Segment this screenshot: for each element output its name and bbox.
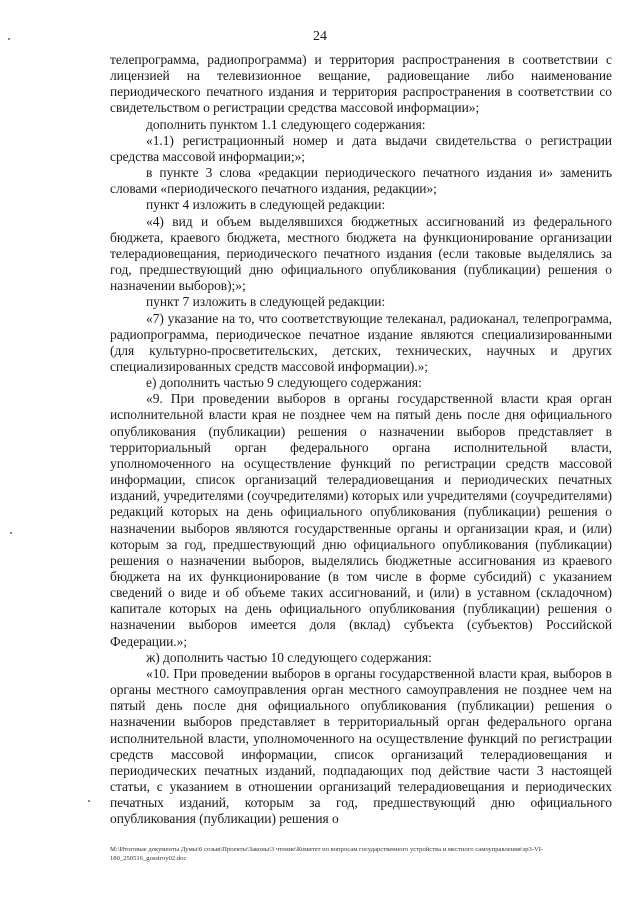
paragraph-6: «4) вид и объем выделявшихся бюджетных ассигнований из федерального бюджета, краевого бюджета, местного бюджета на функционирование организации телерадиовещания, периодического печатного издания (если таковые выделялись за год, предшествующий дню официального опубликования (публикации) решения о назначении выборов);»; [110, 213, 612, 294]
paragraph-8: «7) указание на то, что соответствующие телеканал, радиоканал, телепрограмма, радиопрограмма, периодическое печатное издание являются специализированными (для культурно-просветительских, детских, технических, научных и других специализированных средств массовой информации).»; [110, 310, 612, 374]
paragraph-5: пункт 4 изложить в следующей редакции: [146, 197, 386, 213]
paragraph-2: дополнить пунктом 1.1 следующего содержания: [146, 116, 426, 132]
paragraph-7: пункт 7 изложить в следующей редакции: [146, 294, 386, 310]
margin-mark-middle [10, 532, 12, 534]
file-path-line-1: M:\Итоговые документы Думы\6 созыв\Проекты\Законы\3 чтение\Комитет по вопросам государственного устройства и местного самоуправления\зр3-VI- [110, 846, 544, 853]
paragraph-11: ж) дополнить частью 10 следующего содержания: [146, 649, 432, 665]
file-path-line-2: 180_250516_gosstroy02.doc [110, 855, 187, 862]
paragraph-10: «9. При проведении выборов в органы государственной власти края орган исполнительной власти края не позднее чем на пятый день после дня официального опубликования (публикации) решения о назначении выборов представляет в территориальный орган федерального органа исполнительной власти, уполномоченного на осуществление функций по регистрации средств массовой информации, список организаций телерадиовещания и периодических печатных изданий, учредителями (соучредителями) которых или учредителями (соучредителями) редакций которых на день официального опубликования (публикации) решения о назначении выборов являются государственные органы и организации края, и (или) которым за год, предшествующий дню официального опубликования (публикации) решения о назначении выборов, выделялись бюджетные ассигнования из краевого бюджета на их функционирование (в том числе в форме субсидий) с указанием сведений о виде и об объеме таких ассигнований, и (или) в уставном (складочном) капитале которых на день официального опубликования (публикации) решения о назначении выборов имеется доля (вклад) субъекта (субъектов) Российской Федерации.»; [110, 391, 612, 649]
file-path-footer [110, 845, 615, 863]
paragraph-9: е) дополнить частью 9 следующего содержания: [146, 375, 422, 391]
paragraph-12: «10. При проведении выборов в органы государственной власти края, выборов в органы местного самоуправления орган местного самоуправления не позднее чем на пятый день после дня официального опубликования (публикации) решения о назначении выборов представляет в территориальный орган федерального органа исполнительной власти, уполномоченного на осуществление функций по регистрации средств массовой информации, список организаций телерадиовещания и периодических печатных изданий, подпадающих под действие части 3 настоящей статьи, с указанием в отношении организаций телерадиовещания и периодических печатных изданий, которым за год, предшествующий дню официального опубликования (публикации) решения о [110, 665, 612, 827]
margin-mark-bottom [88, 800, 90, 802]
document-body [110, 52, 612, 828]
paragraph-3: «1.1) регистрационный номер и дата выдачи свидетельства о регистрации средства массовой информации;»; [110, 132, 612, 164]
page-number: 24 [313, 29, 327, 44]
paragraph-4: в пункте 3 слова «редакции периодического печатного издания и» заменить словами «периодического печатного издания, редакции»; [110, 165, 612, 197]
paragraph-1: телепрограмма, радиопрограмма) и территория распространения в соответствии с лицензией на телевизионное вещание, радиовещание либо наименование периодического печатного издания и территория распространения в соответствии со свидетельством о регистрации средства массовой информации»; [110, 52, 612, 116]
